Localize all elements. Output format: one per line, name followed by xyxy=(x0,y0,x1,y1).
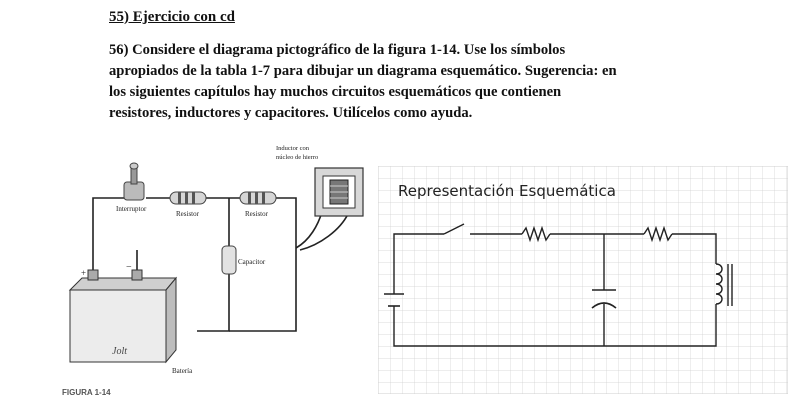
resistor2-illustration xyxy=(240,192,276,204)
inductor-illustration xyxy=(315,168,363,216)
exercise-title: 55) Ejercicio con cd xyxy=(109,9,235,25)
inductor-label-line2: núcleo de hierro xyxy=(276,154,319,161)
resistor2-label: Resistor xyxy=(245,210,268,218)
problem-line: resistores, inductores y capacitores. Utilícelos como ayuda. xyxy=(109,105,473,121)
capacitor-illustration xyxy=(222,246,236,274)
battery-brand: Jolt xyxy=(112,346,127,357)
resistor1-illustration xyxy=(170,192,206,204)
figure-caption: FIGURA 1-14 xyxy=(62,388,111,397)
problem-line: los siguientes capítulos hay muchos circuitos esquemáticos que contienen xyxy=(109,84,562,100)
inductor-label-line1: Inductor con xyxy=(276,145,310,152)
problem-line: apropiados de la tabla 1-7 para dibujar un diagrama esquemático. Sugerencia: en xyxy=(109,63,617,79)
schematic-title: Representación Esquemática xyxy=(398,182,616,200)
battery-minus-sign: − xyxy=(126,262,132,273)
battery-plus-sign: + xyxy=(81,268,87,278)
problem-line: 56) Considere el diagrama pictográfico de la figura 1-14. Use los símbolos xyxy=(109,42,566,58)
battery-label: Batería xyxy=(172,367,193,375)
switch-illustration xyxy=(124,163,144,200)
schematic-diagram xyxy=(378,166,788,394)
switch-label: Interruptor xyxy=(116,205,147,213)
capacitor-label: Capacitor xyxy=(238,258,266,266)
graph-paper-background xyxy=(378,166,788,394)
resistor1-label: Resistor xyxy=(176,210,199,218)
